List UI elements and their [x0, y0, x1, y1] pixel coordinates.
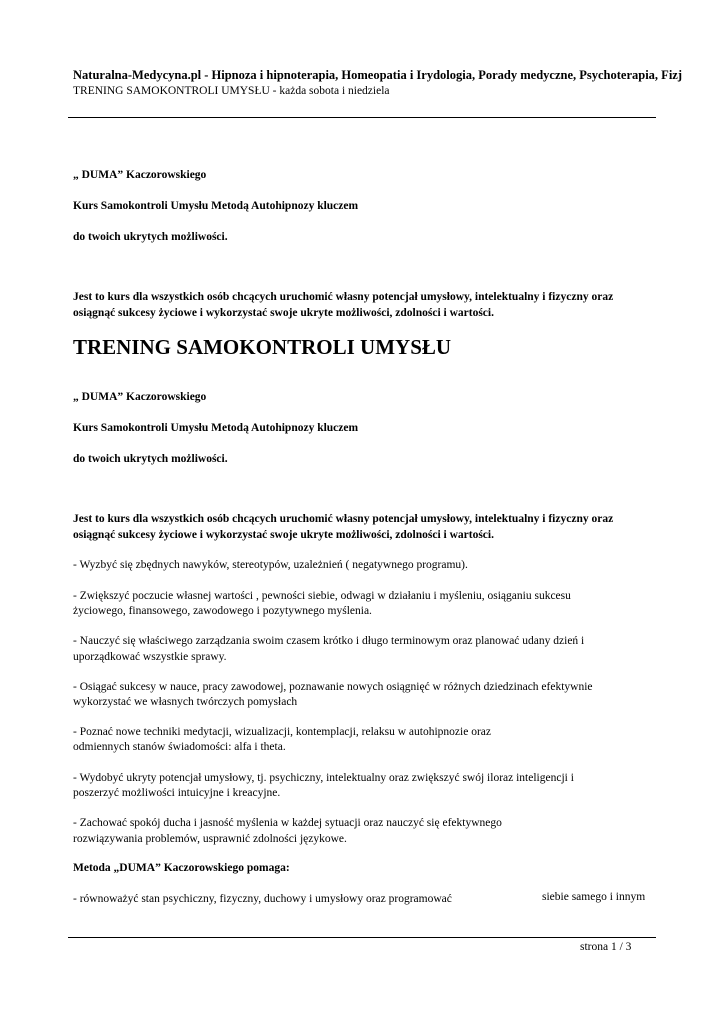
- metoda-item-left: - równoważyć stan psychiczny, fizyczny, duchowy i umysłowy oraz programować: [73, 893, 452, 905]
- bullet-4-line-1: - Osiągać sukcesy w nauce, pracy zawodowej, poznawanie nowych osiągnięć w różnych dziedzinach efektywnie: [73, 681, 593, 693]
- bullet-6-line-1: - Wydobyć ukryty potencjał umysłowy, tj. psychiczny, intelektualny oraz zwiększyć swój iloraz inteligencji i: [73, 772, 574, 784]
- bullet-2-line-1: - Zwiększyć poczucie własnej wartości , pewności siebie, odwagi w działaniu i myśleniu, osiąganiu sukcesu: [73, 590, 571, 602]
- bullet-6-line-2: poszerzyć możliwości intuicyjne i kreacyjne.: [73, 787, 281, 799]
- page-number: strona 1 / 3: [580, 941, 632, 953]
- footer-divider: [68, 937, 656, 938]
- intro-line-2: Kurs Samokontroli Umysłu Metodą Autohipnozy kluczem: [73, 200, 359, 212]
- bullet-5-line-1: - Poznać nowe techniki medytacji, wizualizacji, kontemplacji, relaksu w autohipnozie oraz: [73, 726, 491, 738]
- section-paragraph-line-1: Jest to kurs dla wszystkich osób chcących uruchomić własny potencjał umysłowy, intelektualny i fizyczny oraz: [73, 513, 614, 525]
- bullet-3-line-1: - Nauczyć się właściwego zarządzania swoim czasem krótko i długo terminowym oraz planować udany dzień i: [73, 635, 585, 647]
- section-paragraph-line-2: osiągnąć sukcesy życiowe i wykorzystać swoje ukryte możliwości, zdolności i wartości.: [73, 529, 494, 541]
- metoda-item-right: siebie samego i innym: [542, 891, 646, 903]
- header-divider: [68, 117, 656, 118]
- bullet-7-line-1: - Zachować spokój ducha i jasność myślenia w każdej sytuacji oraz nauczyć się efektywnego: [73, 817, 502, 829]
- header-title: Naturalna-Medycyna.pl - Hipnoza i hipnoterapia, Homeopatia i Irydologia, Porady medyczne, Psychoterapia, Fizj: [73, 68, 682, 82]
- section-line-3: do twoich ukrytych możliwości.: [73, 453, 228, 465]
- header-subtitle: TRENING SAMOKONTROLI UMYSŁU - każda sobota i niedziela: [73, 85, 390, 97]
- intro-line-3: do twoich ukrytych możliwości.: [73, 231, 228, 243]
- section-line-1: „ DUMA” Kaczorowskiego: [73, 391, 207, 403]
- bullet-2-line-2: życiowego, finansowego, zawodowego i pozytywnego myślenia.: [73, 605, 372, 617]
- bullet-3-line-2: uporządkować wszystkie sprawy.: [73, 651, 227, 663]
- bullet-5-line-2: odmiennych stanów świadomości: alfa i theta.: [73, 741, 286, 753]
- metoda-heading: Metoda „DUMA” Kaczorowskiego pomaga:: [73, 862, 290, 874]
- bullet-4-line-2: wykorzystać we własnych twórczych pomysłach: [73, 696, 298, 708]
- bullet-7-line-2: rozwiązywania problemów, usprawnić zdolności językowe.: [73, 833, 347, 845]
- intro-line-1: „ DUMA” Kaczorowskiego: [73, 169, 207, 181]
- section-line-2: Kurs Samokontroli Umysłu Metodą Autohipnozy kluczem: [73, 422, 359, 434]
- bullet-1-line-1: - Wyzbyć się zbędnych nawyków, stereotypów, uzależnień ( negatywnego programu).: [73, 559, 468, 571]
- main-heading: TRENING SAMOKONTROLI UMYSŁU: [73, 335, 452, 359]
- intro-paragraph-line-1: Jest to kurs dla wszystkich osób chcących uruchomić własny potencjał umysłowy, intelektualny i fizyczny oraz: [73, 291, 614, 303]
- intro-paragraph-line-2: osiągnąć sukcesy życiowe i wykorzystać swoje ukryte możliwości, zdolności i wartości.: [73, 307, 494, 319]
